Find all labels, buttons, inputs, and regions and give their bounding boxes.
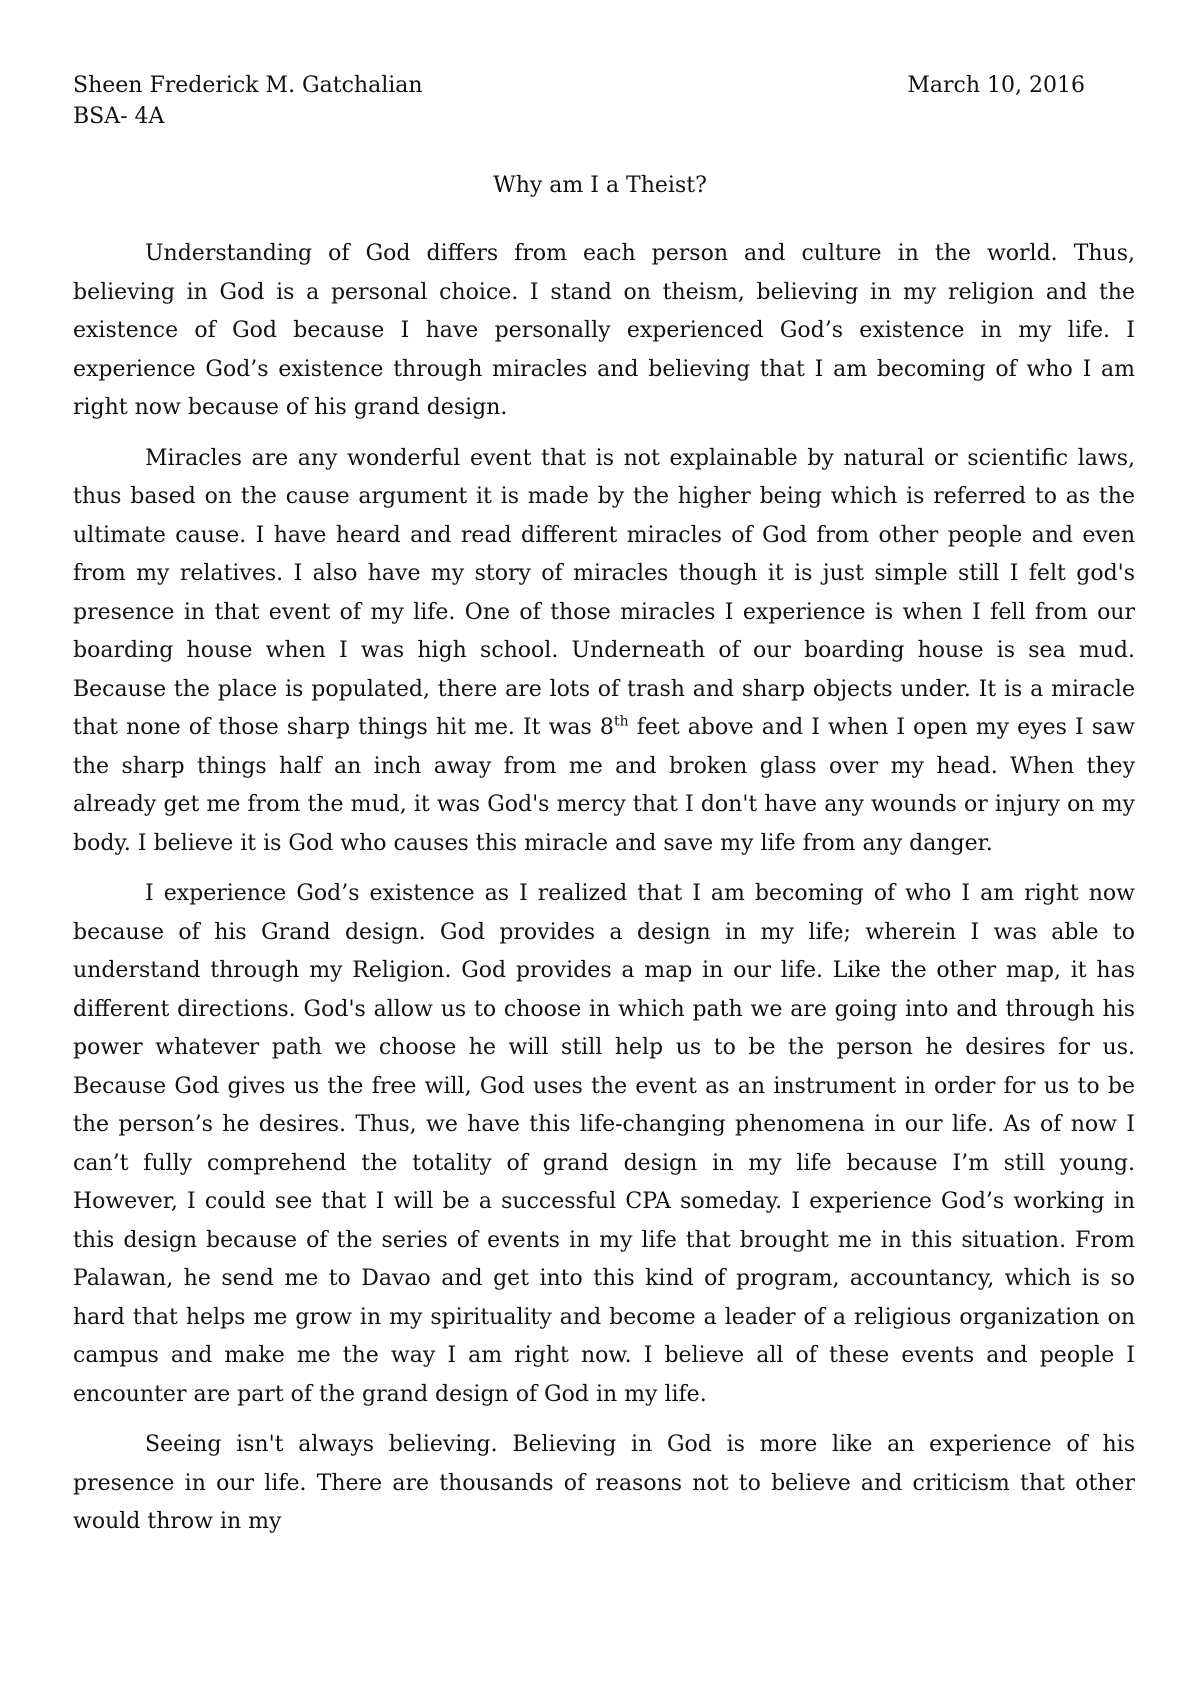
- paragraph-2-text-before-superscript: Miracles are any wonderful event that is not explainable by natural or scientific laws, thus based on the cause argument it is made by the higher being which is referred to as the ultimate cause. I have heard and read different miracles of God from other people and even from my relatives. I also have my story of miracles though it is just simple still I felt god's presence in that event of my life. One of those miracles I experience is when I fell from our boarding house when I was high school. Underneath of our boarding house is sea mud. Because the place is populated, there are lots of trash and sharp objects under. It is a miracle that none of those sharp things hit me. It was 8: [73, 445, 1135, 740]
- paragraph-4: Seeing isn't always believing. Believing in God is more like an experience of his presence in our life. There are thousands of reasons not to believe and criticism that other would throw in my: [73, 1432, 1135, 1534]
- paragraph-3: I experience God’s existence as I realized that I am becoming of who I am right now because of his Grand design. God provides a design in my life; wherein I was able to understand through my Religion. God provides a map in our life. Like the other map, it has different directions. God's allow us to choose in which path we are going into and through his power whatever path we choose he will still help us to be the person he desires for us. Because God gives us the free will, God uses the event as an instrument in order for us to be the person’s he desires. Thus, we have this life-changing phenomena in our life. As of now I can’t fully comprehend the totality of grand design in my life because I’m still young. However, I could see that I will be a successful CPA someday. I experience God’s working in this design because of the series of events in my life that brought me in this situation. From Palawan, he send me to Davao and get into this kind of program, accountancy, which is so hard that helps me grow in my spirituality and become a leader of a religious organization on campus and make me the way I am right now. I believe all of these events and people I encounter are part of the grand design of God in my life.: [73, 881, 1135, 1407]
- document-title: Why am I a Theist?: [493, 173, 707, 198]
- author-name: Sheen Frederick M. Gatchalian: [73, 73, 423, 98]
- paragraph-2: [73, 440, 1135, 864]
- ordinal-superscript: th: [613, 713, 629, 730]
- course-section: BSA- 4A: [73, 104, 165, 129]
- document-date: March 10, 2016: [907, 73, 1085, 98]
- paragraph-1: Understanding of God differs from each person and culture in the world. Thus, believing in God is a personal choice. I stand on theism, believing in my religion and the existence of God because I have personally experienced God’s existence in my life. I experience God’s existence through miracles and believing that I am becoming of who I am right now because of his grand design.: [73, 241, 1135, 420]
- document-body: [73, 235, 1135, 1554]
- paragraph-2-text-after-superscript: feet above and I when I open my eyes I saw the sharp things half an inch away from me and broken glass over my head. When they already get me from the mud, it was God's mercy that I don't have any wounds or injury on my body. I believe it is God who causes this miracle and save my life from any danger.: [73, 715, 1135, 856]
